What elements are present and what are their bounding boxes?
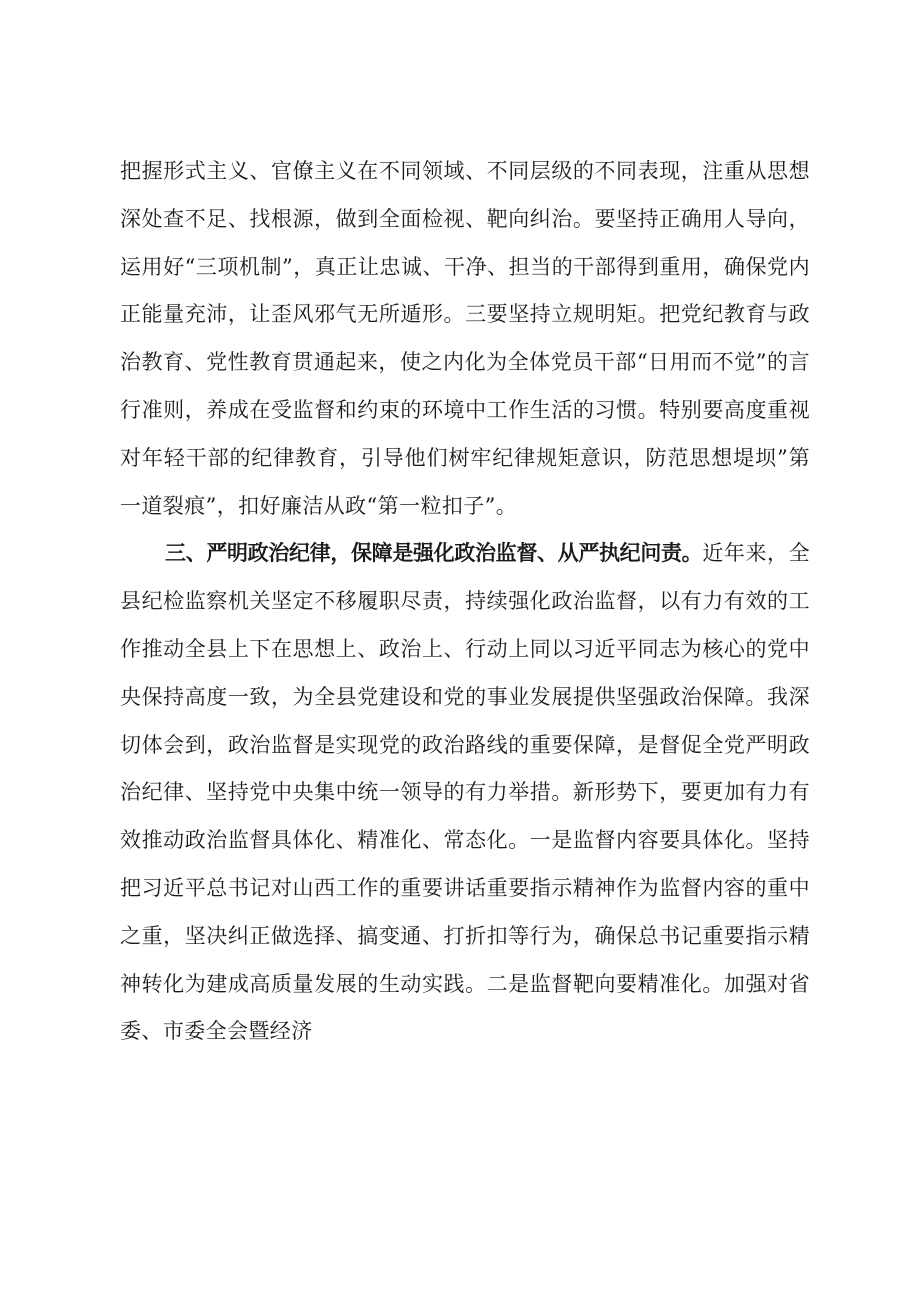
document-body	[120, 148, 810, 1056]
section-heading: 三、严明政治纪律，保障是强化政治监督、从严执纪问责。	[165, 541, 703, 566]
section-body-text: 近年来，全县纪检监察机关坚定不移履职尽责，持续强化政治监督，以有力有效的工作推动全县上下在思想上、政治上、行动上同以习近平同志为核心的党中央保持高度一致，为全县党建设和党的事业发展提供坚强政治保障。我深切体会到，政治监督是实现党的政治路线的重要保障，是督促全党严明政治纪律、坚持党中央集中统一领导的有力举措。新形势下，要更加有力有效推动政治监督具体化、精准化、常态化。一是监督内容要具体化。坚持把习近平总书记对山西工作的重要讲话重要指示精神作为监督内容的重中之重，坚决纠正做选择、搞变通、打折扣等行为，确保总书记重要指示精神转化为建成高质量发展的生动实践。二是监督靶向要精准化。加强对省委、市委全会暨经济	[120, 541, 811, 1044]
paragraph-continued: 把握形式主义、官僚主义在不同领域、不同层级的不同表现，注重从思想深处查不足、找根源，做到全面检视、靶向纠治。要坚持正确用人导向，运用好“三项机制”，真正让忠诚、干净、担当的干部得到重用，确保党内正能量充沛，让歪风邪气无所遁形。三要坚持立规明矩。把党纪教育与政治教育、党性教育贯通起来，使之内化为全体党员干部“日用而不觉”的言行准则，养成在受监督和约束的环境中工作生活的习惯。特别要高度重视对年轻干部的纪律教育，引导他们树牢纪律规矩意识，防范思想堤坝”第一道裂痕”，扣好廉洁从政“第一粒扣子”。	[120, 159, 810, 518]
paragraph-section-three	[120, 530, 810, 1056]
